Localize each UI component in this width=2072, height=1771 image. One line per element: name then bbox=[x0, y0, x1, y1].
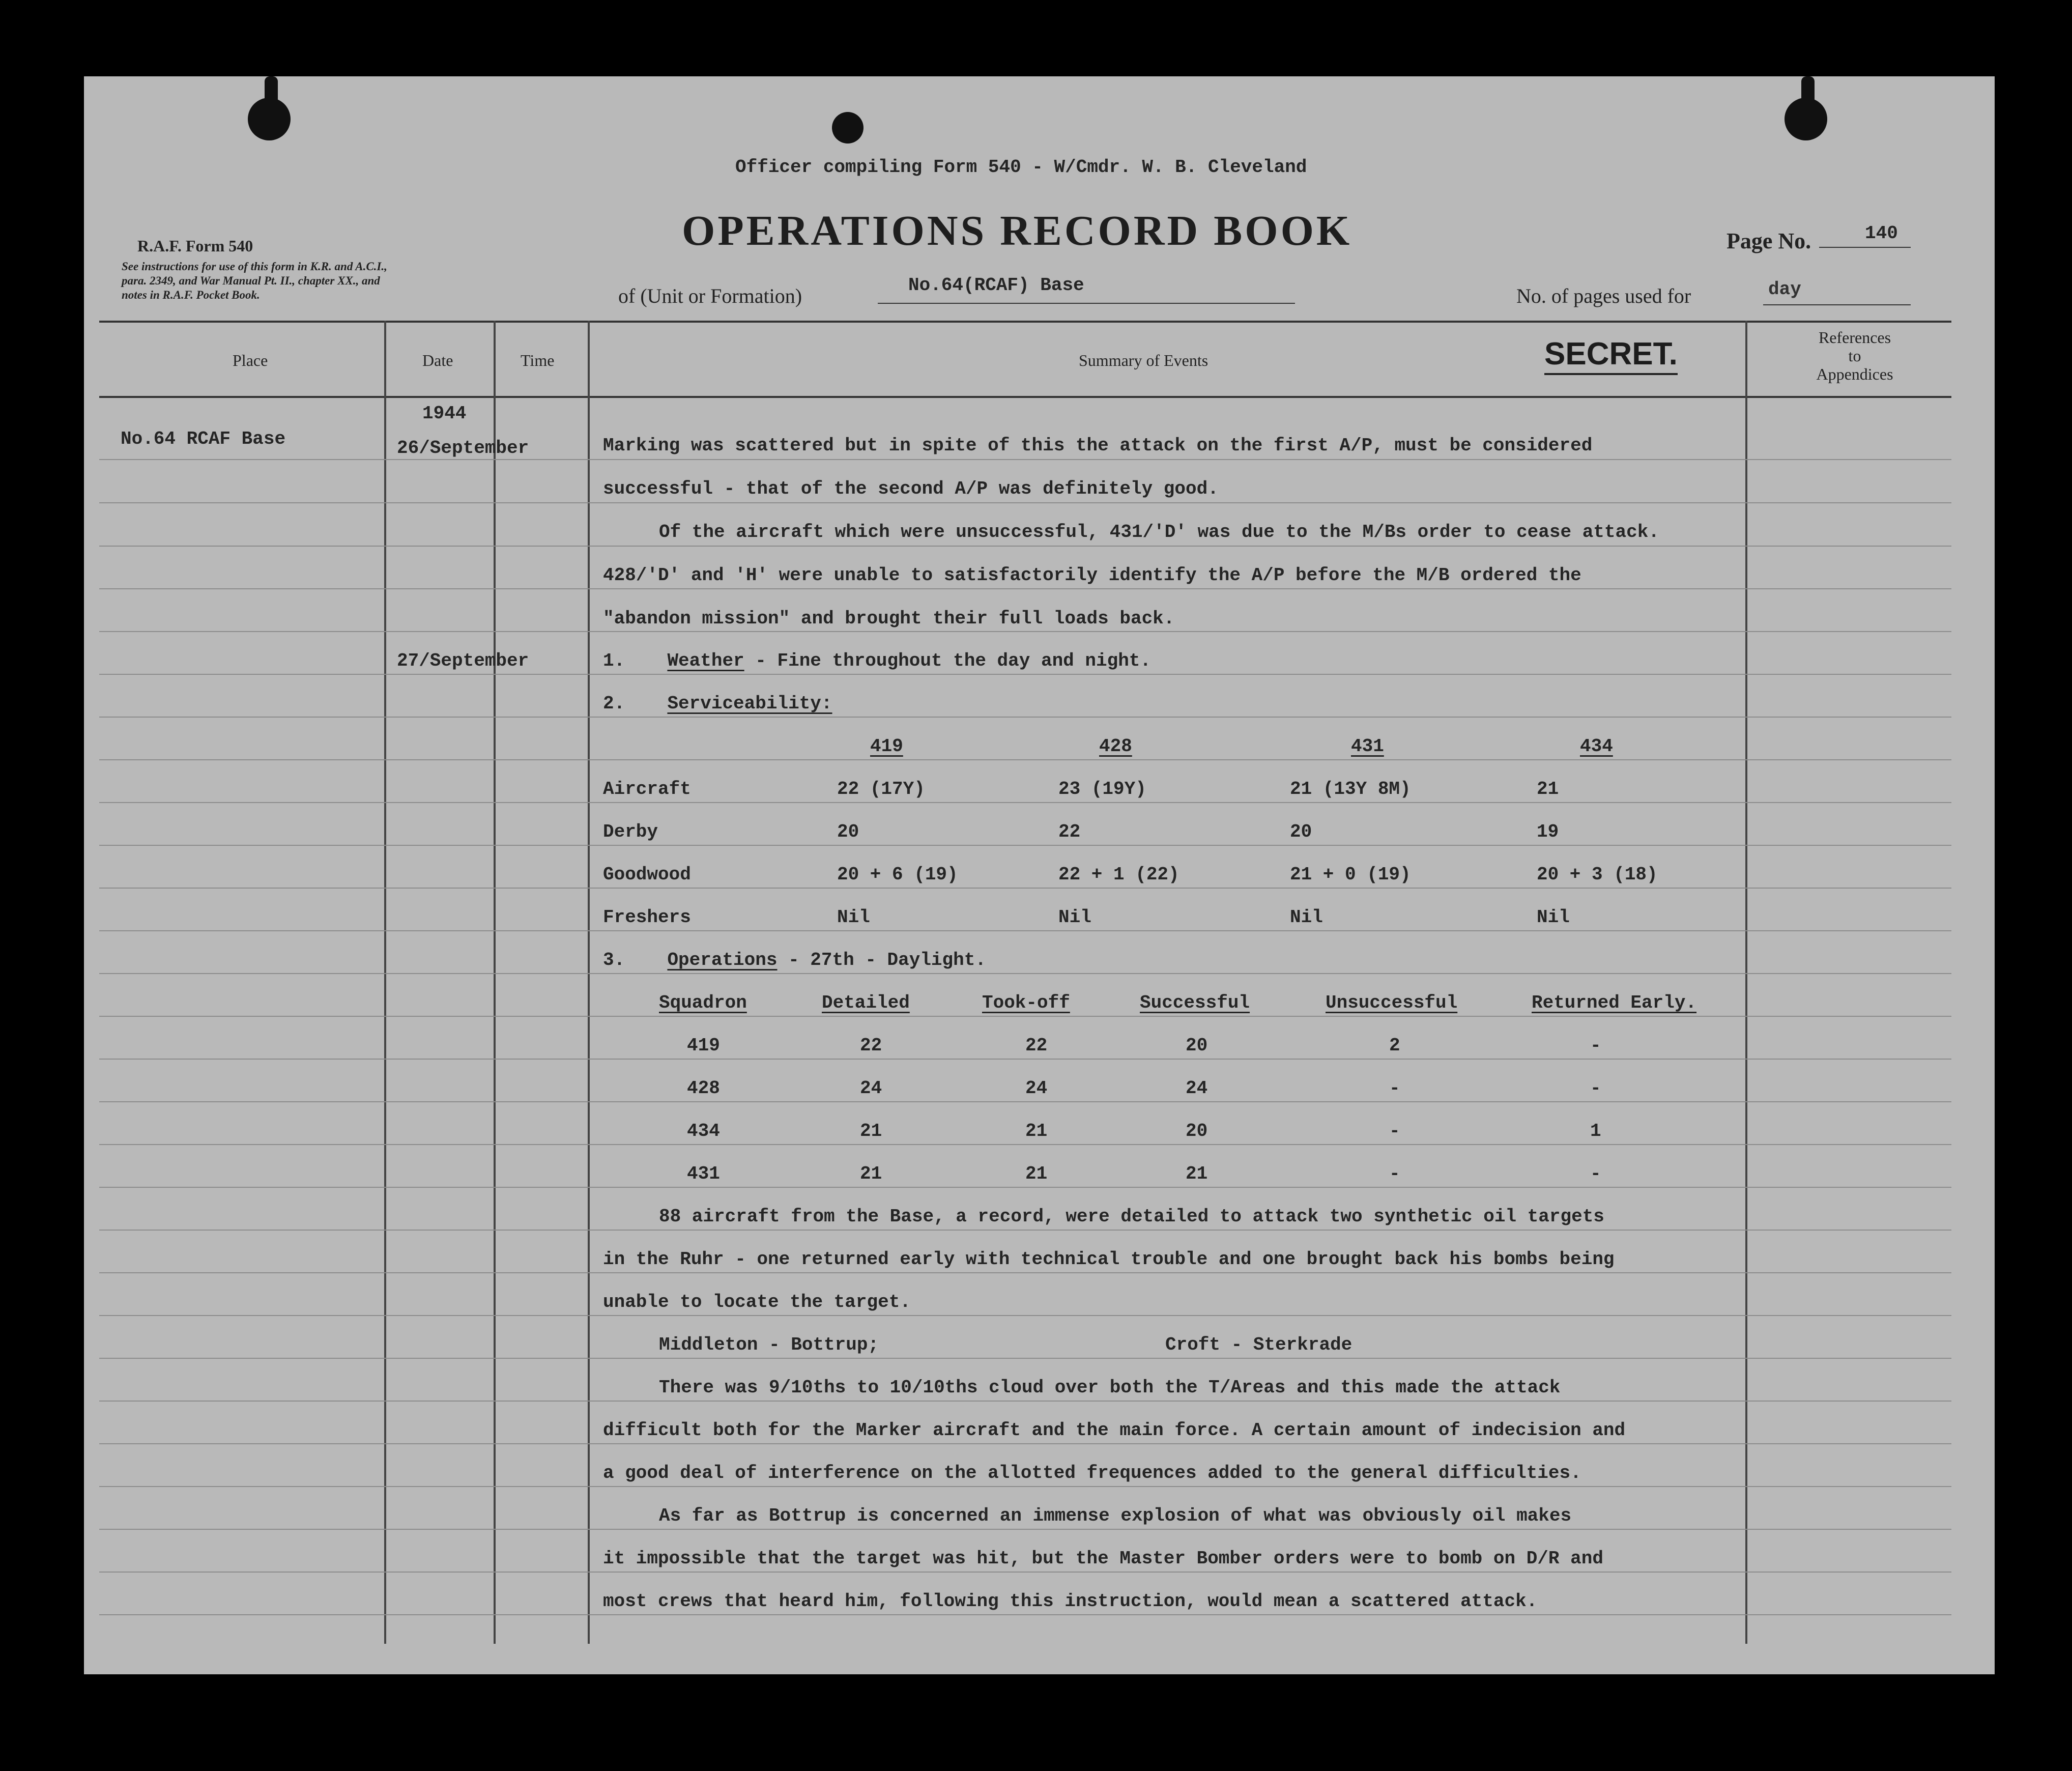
ops-cell: 24 bbox=[860, 1078, 882, 1099]
ops-col-unsuccessful: Unsuccessful bbox=[1326, 992, 1458, 1013]
narrative-27b-line-4: As far as Bottrup is concerned an immense explosion of what was obviously oil makes bbox=[659, 1505, 1572, 1526]
ops-cell: - bbox=[1389, 1163, 1400, 1184]
col-header-summary: Summary of Events bbox=[1079, 351, 1208, 369]
references-line-3: Appendices bbox=[1816, 365, 1893, 383]
ops-cell: 428 bbox=[687, 1078, 720, 1099]
ops-cell: 431 bbox=[687, 1163, 720, 1184]
serv-squadron-431: 431 bbox=[1351, 736, 1384, 757]
ops-cell: - bbox=[1590, 1163, 1601, 1184]
serv-cell: 23 (19Y) bbox=[1058, 779, 1146, 799]
ops-col-detailed: Detailed bbox=[822, 992, 910, 1013]
ops-cell: 2 bbox=[1389, 1035, 1400, 1056]
table-header-rule bbox=[99, 396, 1951, 398]
serv-cell: 22 bbox=[1058, 821, 1081, 842]
serv-row-label: Aircraft bbox=[603, 779, 691, 799]
narrative-27-line-3: unable to locate the target. bbox=[603, 1292, 911, 1312]
binder-clip-right bbox=[1801, 76, 1815, 132]
ops-cell: 21 bbox=[1025, 1121, 1048, 1141]
serv-cell: 21 + 0 (19) bbox=[1290, 864, 1411, 885]
ops-col-took-off: Took-off bbox=[982, 992, 1070, 1013]
ops-col-squadron: Squadron bbox=[659, 992, 747, 1013]
ops-cell: 22 bbox=[1025, 1035, 1048, 1056]
ops-cell: - bbox=[1389, 1078, 1400, 1099]
secret-stamp: SECRET. bbox=[1544, 336, 1678, 375]
operations-label: Operations bbox=[667, 950, 778, 970]
col-header-date: Date bbox=[422, 351, 453, 369]
serviceability-label: Serviceability: bbox=[667, 693, 832, 714]
narrative-27b-line-3: a good deal of interference on the allotted frequences added to the general difficulties. bbox=[603, 1463, 1581, 1483]
serv-cell: 19 bbox=[1537, 821, 1559, 842]
weather-line bbox=[603, 650, 1151, 671]
target-left: Middleton - Bottrup; bbox=[659, 1334, 879, 1355]
ops-cell: 24 bbox=[1186, 1078, 1208, 1099]
narrative-27b-line-1: There was 9/10ths to 10/10ths cloud over both the T/Areas and this made the attack bbox=[659, 1377, 1561, 1398]
serv-cell: Nil bbox=[1537, 907, 1570, 928]
ops-cell: 20 bbox=[1186, 1121, 1208, 1141]
page-number-rule bbox=[1819, 247, 1911, 248]
operations-suffix: - 27th - Daylight. bbox=[777, 950, 986, 970]
narrative-27b-line-6: most crews that heard him, following this instruction, would mean a scattered attack. bbox=[603, 1591, 1538, 1612]
references-line-1: References bbox=[1818, 328, 1891, 347]
serv-cell: Nil bbox=[1290, 907, 1323, 928]
col-header-references bbox=[1758, 328, 1951, 383]
narrative-26-line-2: successful - that of the second A/P was definitely good. bbox=[603, 478, 1219, 499]
year-entry: 1944 bbox=[422, 403, 467, 424]
col-divider-summary bbox=[1745, 321, 1747, 1644]
serv-cell: 21 bbox=[1537, 779, 1559, 799]
narrative-26-line-3: Of the aircraft which were unsuccessful, 431/'D' was due to the M/Bs order to cease attack. bbox=[659, 522, 1659, 542]
weather-number: 1. bbox=[603, 650, 625, 671]
serv-cell: 20 bbox=[1290, 821, 1312, 842]
ops-cell: - bbox=[1590, 1078, 1601, 1099]
narrative-26-line-5: "abandon mission" and brought their full loads back. bbox=[603, 608, 1175, 629]
page-number-value: 140 bbox=[1865, 223, 1898, 244]
instructions-line-3: notes in R.A.F. Pocket Book. bbox=[122, 289, 260, 301]
record-page bbox=[84, 76, 1995, 1674]
serv-squadron-428: 428 bbox=[1099, 736, 1132, 757]
narrative-27-line-1: 88 aircraft from the Base, a record, were detailed to attack two synthetic oil targets bbox=[659, 1206, 1604, 1227]
pages-used-rule bbox=[1763, 304, 1911, 305]
serv-row-label: Freshers bbox=[603, 907, 691, 928]
narrative-27b-line-5: it impossible that the target was hit, but the Master Bomber orders were to bomb on D/R and bbox=[603, 1548, 1603, 1569]
unit-label: of (Unit or Formation) bbox=[618, 284, 802, 307]
narrative-27b-line-2: difficult both for the Marker aircraft and the main force. A certain amount of indecision and bbox=[603, 1420, 1626, 1441]
officer-compiling-line: Officer compiling Form 540 - W/Cmdr. W. B. Cleveland bbox=[735, 157, 1307, 178]
narrative-26-line-1: Marking was scattered but in spite of this the attack on the first A/P, must be considered bbox=[603, 435, 1593, 456]
serv-row-label: Derby bbox=[603, 821, 658, 842]
col-header-time: Time bbox=[521, 351, 555, 369]
ops-cell: 21 bbox=[860, 1163, 882, 1184]
serv-cell: 20 bbox=[837, 821, 859, 842]
col-divider-time bbox=[588, 321, 590, 1644]
serviceability-heading bbox=[603, 693, 832, 714]
operations-heading bbox=[603, 950, 986, 970]
ops-cell: 22 bbox=[860, 1035, 882, 1056]
form-code: R.A.F. Form 540 bbox=[137, 237, 253, 255]
binder-hole-center bbox=[832, 112, 864, 144]
col-divider-date bbox=[494, 321, 496, 1644]
serv-cell: Nil bbox=[837, 907, 870, 928]
serv-squadron-419: 419 bbox=[870, 736, 903, 757]
ops-cell: 24 bbox=[1025, 1078, 1048, 1099]
date-entry-27: 27/September bbox=[397, 650, 529, 671]
ops-cell: 1 bbox=[1590, 1121, 1601, 1141]
instructions-line-1: See instructions for use of this form in K.R. and A.C.I., bbox=[122, 260, 387, 273]
ops-cell: 20 bbox=[1186, 1035, 1208, 1056]
serv-cell: 22 (17Y) bbox=[837, 779, 925, 799]
weather-label: Weather bbox=[667, 650, 744, 671]
place-entry: No.64 RCAF Base bbox=[121, 429, 286, 449]
page-number-label: Page No. bbox=[1726, 228, 1811, 253]
ops-col-returned-early: Returned Early. bbox=[1532, 992, 1697, 1013]
binder-clip-left bbox=[265, 76, 278, 132]
pages-used-label: No. of pages used for bbox=[1516, 284, 1691, 307]
serviceability-number: 2. bbox=[603, 693, 625, 714]
date-entry-26: 26/September bbox=[397, 438, 529, 459]
col-header-place: Place bbox=[233, 351, 268, 369]
unit-value: No.64(RCAF) Base bbox=[908, 275, 1084, 296]
operations-number: 3. bbox=[603, 950, 625, 970]
ops-cell: 21 bbox=[1186, 1163, 1208, 1184]
ops-cell: 21 bbox=[860, 1121, 882, 1141]
page-title: OPERATIONS RECORD BOOK bbox=[682, 207, 1352, 254]
narrative-26-line-4: 428/'D' and 'H' were unable to satisfactorily identify the A/P before the M/B ordered the bbox=[603, 565, 1581, 586]
ops-cell: - bbox=[1590, 1035, 1601, 1056]
ops-cell: 21 bbox=[1025, 1163, 1048, 1184]
ops-col-successful: Successful bbox=[1140, 992, 1250, 1013]
serv-row-label: Goodwood bbox=[603, 864, 691, 885]
instructions-line-2: para. 2349, and War Manual Pt. II., chapter XX., and bbox=[122, 274, 380, 287]
form-instructions bbox=[122, 260, 387, 302]
weather-text: - Fine throughout the day and night. bbox=[744, 650, 1152, 671]
table-top-rule bbox=[99, 321, 1951, 323]
ops-cell: 434 bbox=[687, 1121, 720, 1141]
unit-rule bbox=[878, 303, 1295, 304]
ops-cell: 419 bbox=[687, 1035, 720, 1056]
serv-cell: 20 + 3 (18) bbox=[1537, 864, 1658, 885]
target-right: Croft - Sterkrade bbox=[1165, 1334, 1352, 1355]
references-line-2: to bbox=[1848, 347, 1861, 365]
serv-cell: Nil bbox=[1058, 907, 1091, 928]
serv-cell: 22 + 1 (22) bbox=[1058, 864, 1179, 885]
narrative-27-line-2: in the Ruhr - one returned early with technical trouble and one brought back his bombs being bbox=[603, 1249, 1615, 1270]
ops-cell: - bbox=[1389, 1121, 1400, 1141]
serv-cell: 21 (13Y 8M) bbox=[1290, 779, 1411, 799]
serv-squadron-434: 434 bbox=[1580, 736, 1613, 757]
serv-cell: 20 + 6 (19) bbox=[837, 864, 958, 885]
pages-used-value: day bbox=[1768, 279, 1801, 300]
col-divider-place bbox=[384, 321, 386, 1644]
